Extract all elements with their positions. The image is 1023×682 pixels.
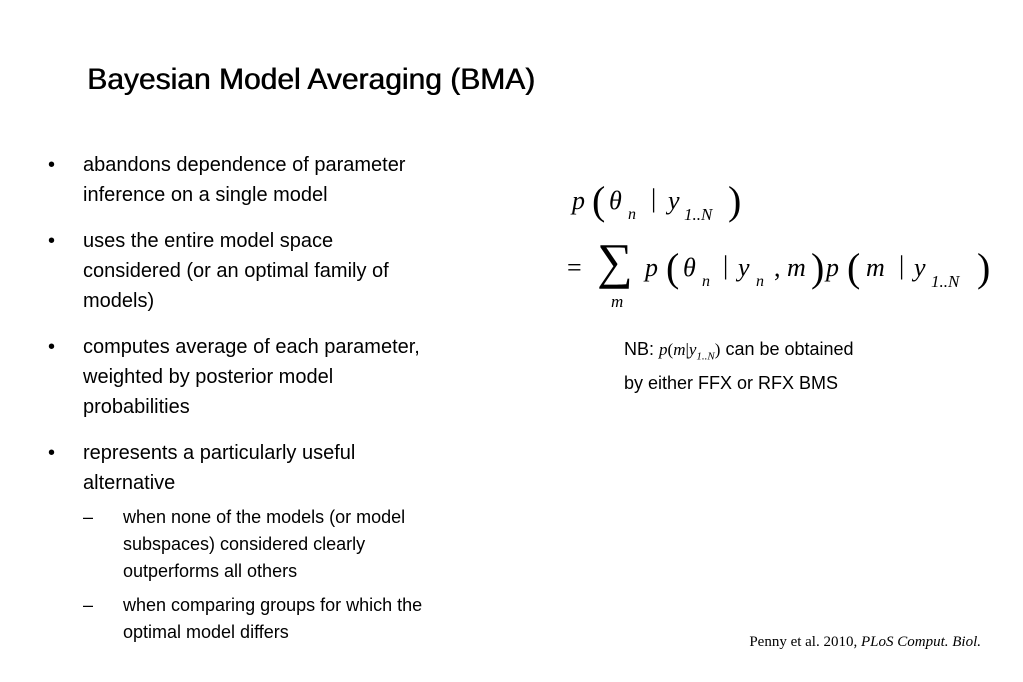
formula-rparen: )	[811, 245, 825, 290]
formula-bar: |	[899, 251, 905, 280]
slide-title: Bayesian Model Averaging (BMA)	[87, 63, 536, 96]
bullet-line: weighted by posterior model	[83, 366, 334, 388]
formula-sub-n: n	[628, 206, 636, 223]
formula-sum: ∑	[597, 233, 633, 289]
bullet-mark: •	[48, 336, 56, 358]
subbullet-line: optimal model differs	[123, 622, 289, 642]
formula-bar: |	[651, 184, 657, 213]
formula-theta: θ	[683, 253, 696, 282]
subbullet-line: outperforms all others	[123, 561, 298, 581]
note-line-2: by either FFX or RFX BMS	[624, 373, 839, 394]
note-expr-sub: 1..N	[696, 350, 715, 363]
bullet-list	[48, 150, 528, 662]
formula-sum-index: m	[611, 292, 624, 311]
citation	[749, 632, 981, 652]
formula-m: m	[787, 253, 806, 282]
formula-rparen: )	[977, 245, 991, 290]
bullet-line: models)	[83, 290, 155, 312]
formula-comma: ,	[774, 253, 781, 282]
bullet-item	[48, 150, 528, 210]
subbullet-line: when none of the models (or model	[123, 507, 406, 527]
bullet-item	[48, 332, 528, 422]
formula-p: p	[572, 186, 585, 215]
note-prefix: NB:	[624, 339, 660, 359]
bullet-line: alternative	[83, 472, 176, 494]
bullet-line: inference on a single model	[83, 184, 328, 206]
bullet-mark: •	[48, 154, 56, 176]
note-expr-bar: |	[685, 340, 689, 359]
formula-sub-range: 1..N	[684, 205, 713, 224]
bullet-mark: •	[48, 230, 56, 252]
bullet-line: abandons dependence of parameter	[83, 154, 406, 176]
bullet-line: uses the entire model space	[83, 230, 334, 252]
formula-p: p	[826, 253, 839, 282]
bullet-line: computes average of each parameter,	[83, 336, 420, 358]
bullet-item	[48, 226, 528, 316]
note-expr-open: (	[667, 340, 674, 359]
subbullet-line: subspaces) considered clearly	[123, 534, 366, 554]
subbullet-item	[83, 504, 528, 585]
note-expr-p: p	[659, 340, 668, 359]
bullet-line: probabilities	[83, 396, 190, 418]
formula-y: y	[668, 186, 680, 215]
subbullet-list	[83, 504, 528, 646]
bullet-line: considered (or an optimal family of	[83, 260, 389, 282]
formula-lparen: (	[592, 178, 606, 223]
dash-mark: –	[83, 507, 94, 527]
formula-equals: =	[567, 253, 582, 282]
formula-y: y	[738, 253, 750, 282]
bullet-line: represents a particularly useful	[83, 442, 356, 464]
subbullet-item	[83, 592, 528, 646]
formula-sub-n: n	[756, 273, 764, 290]
formula-lparen: (	[666, 245, 680, 290]
note-line-1	[624, 336, 854, 370]
formula-bar: |	[723, 251, 729, 280]
formula-sub-n: n	[702, 273, 710, 290]
bullet-mark: •	[48, 442, 56, 464]
formula-sub-range: 1..N	[931, 272, 960, 291]
formula-y: y	[914, 253, 926, 282]
formula-theta: θ	[609, 186, 622, 215]
dash-mark: –	[83, 595, 94, 615]
note-expr-y: y	[688, 340, 697, 359]
note	[624, 336, 854, 397]
formula-rparen: )	[728, 178, 742, 223]
formula-p: p	[645, 253, 658, 282]
note-expr-m: m	[673, 340, 686, 359]
formula-m: m	[866, 253, 885, 282]
formula-lparen: (	[847, 245, 861, 290]
bullet-item	[48, 438, 528, 646]
subbullet-line: when comparing groups for which the	[123, 595, 423, 615]
citation-journal: PLoS Comput. Biol.	[860, 634, 981, 650]
note-expression	[659, 340, 721, 363]
note-expr-close: )	[714, 340, 721, 359]
note-suffix: can be obtained	[720, 339, 854, 359]
citation-authors: Penny et al. 2010,	[749, 634, 861, 650]
